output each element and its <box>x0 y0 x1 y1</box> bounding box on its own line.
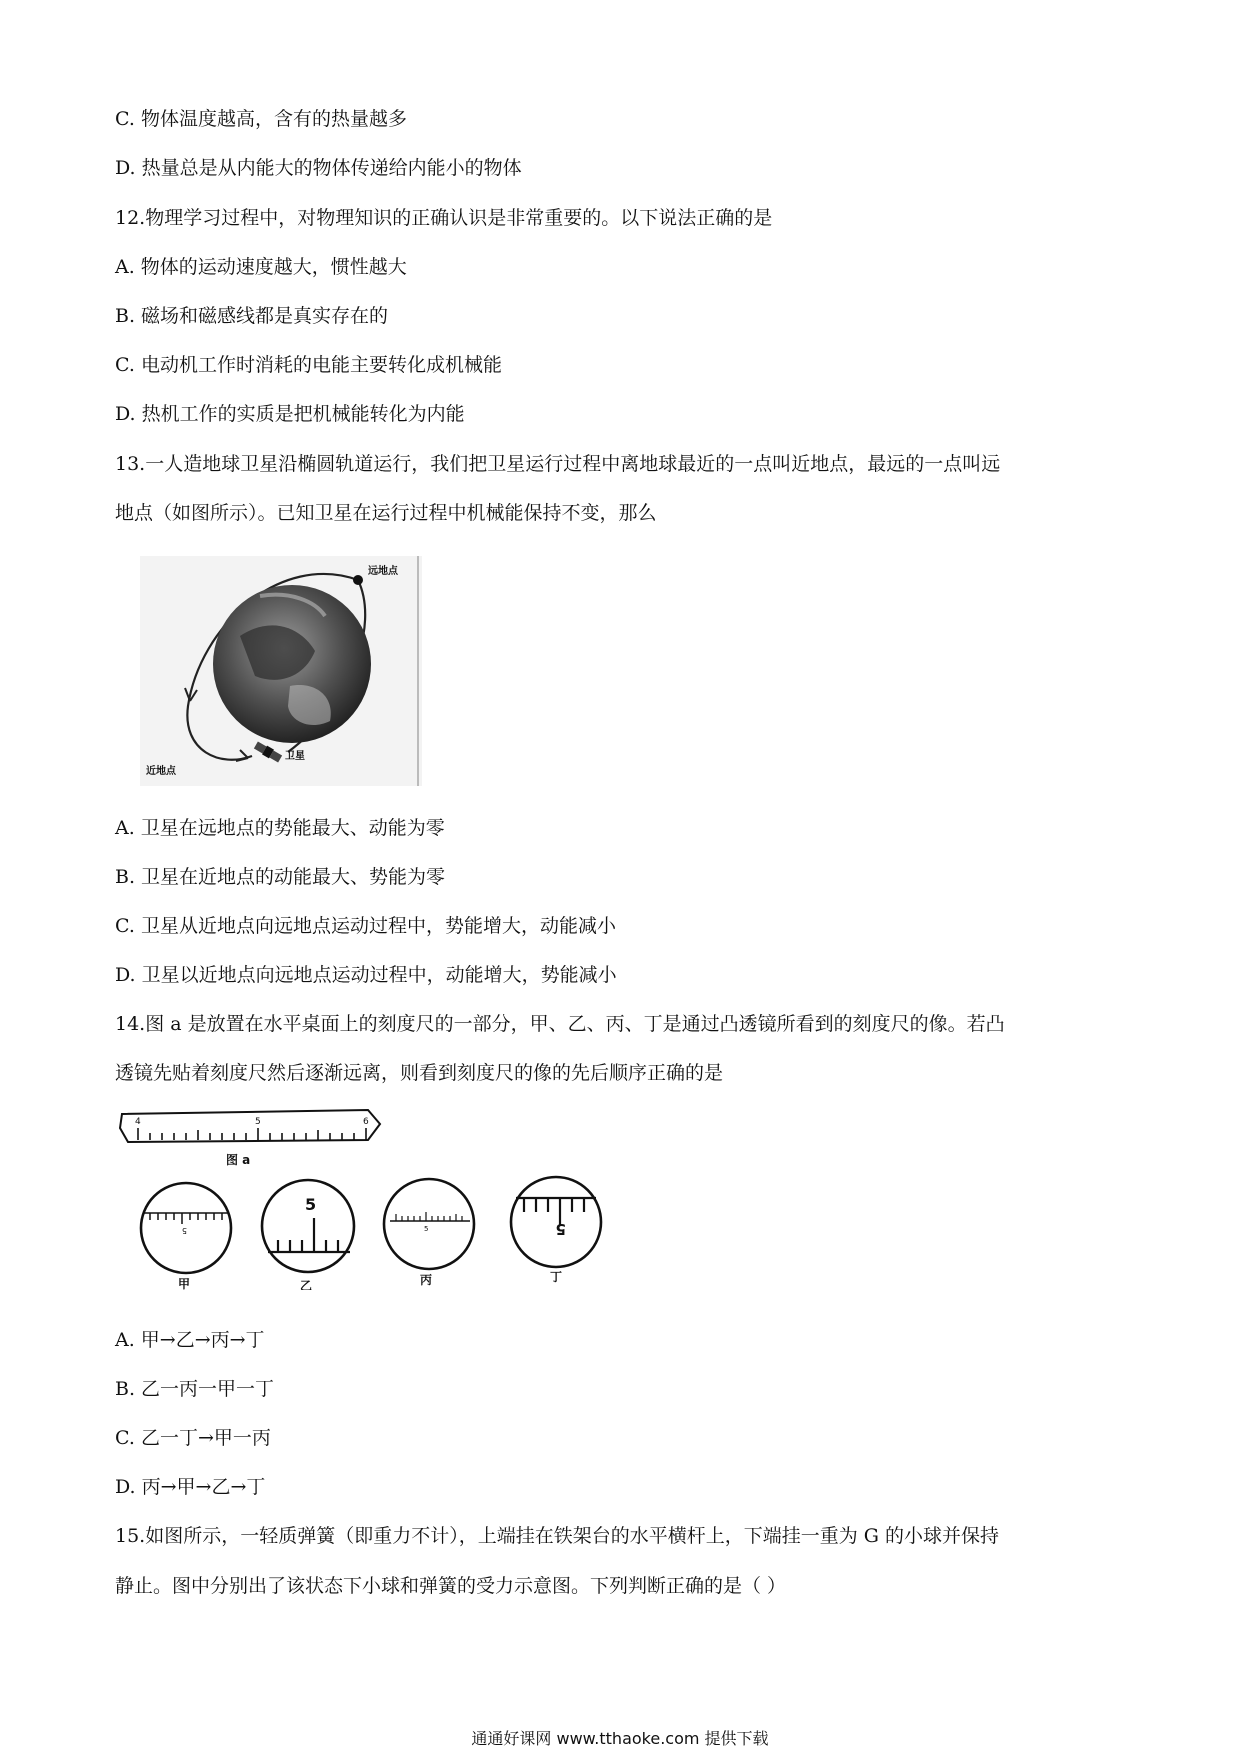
satellite-label: 卫星 <box>285 751 305 762</box>
q12-option-d: D. 热机工作的实质是把机械能转化为内能 <box>115 403 465 425</box>
q14-stem-line2: 透镜先贴着刻度尺然后逐渐远离，则看到刻度尺的像的先后顺序正确的是 <box>115 1062 724 1084</box>
lens-ding <box>511 1177 601 1284</box>
lens-jia <box>141 1183 231 1290</box>
q12-option-c: C. 电动机工作时消耗的电能主要转化成机械能 <box>115 354 502 376</box>
ruler-tick-5: 5 <box>255 1117 261 1127</box>
q14-stem-line1: 14.图 a 是放置在水平桌面上的刻度尺的一部分，甲、乙、丙、丁是通过凸透镜所看到的刻度尺的像。若凸 <box>115 1013 1005 1035</box>
lens-jia-label: 甲 <box>178 1277 191 1290</box>
lens-yi <box>262 1180 354 1290</box>
q15-stem-line2: 静止。图中分别出了该状态下小球和弹簧的受力示意图。下列判断正确的是（ ） <box>115 1575 787 1597</box>
lens-bing-digit: 5 <box>424 1225 429 1233</box>
q13-option-d: D. 卫星以近地点向远地点运动过程中，动能增大，势能减小 <box>115 964 617 986</box>
q12-option-a: A. 物体的运动速度越大，惯性越大 <box>115 256 407 278</box>
lens-bing-label: 丙 <box>420 1273 433 1287</box>
ruler-tick-4: 4 <box>135 1117 141 1127</box>
q14-option-d: D. 丙→甲→乙→丁 <box>115 1476 266 1498</box>
lens-ding-label: 丁 <box>550 1270 563 1284</box>
q13-stem-line2: 地点（如图所示）。已知卫星在运行过程中机械能保持不变，那么 <box>115 502 657 524</box>
q12-option-b: B. 磁场和磁感线都是真实存在的 <box>115 305 389 327</box>
ruler-tick-6: 6 <box>363 1117 369 1127</box>
lens-yi-label: 乙 <box>300 1279 313 1290</box>
near-point-label: 近地点 <box>146 766 176 777</box>
ruler-lens-figure <box>118 1100 618 1290</box>
figure-a-label: 图 a <box>226 1153 251 1167</box>
page-footer: 通通好课网 www.tthaoke.com 提供下载 <box>471 1729 769 1748</box>
q14-option-c: C. 乙一丁→甲一丙 <box>115 1427 271 1449</box>
ruler-figure-a <box>120 1110 380 1167</box>
lens-bing <box>384 1179 474 1287</box>
q15-stem-line1: 15.如图所示，一轻质弹簧（即重力不计），上端挂在铁架台的水平横杆上，下端挂一重为 G 的小球并保持 <box>115 1525 999 1547</box>
far-point-label: 远地点 <box>368 566 398 577</box>
q13-stem-line1: 13.一人造地球卫星沿椭圆轨道运行，我们把卫星运行过程中离地球最近的一点叫近地点，最远的一点叫远 <box>115 453 1001 475</box>
lens-jia-digit: 5 <box>181 1226 187 1235</box>
q13-option-c: C. 卫星从近地点向远地点运动过程中，势能增大，动能减小 <box>115 915 616 937</box>
q12-stem: 12.物理学习过程中，对物理知识的正确认识是非常重要的。以下说法正确的是 <box>115 207 773 229</box>
q14-option-a: A. 甲→乙→丙→丁 <box>115 1329 265 1351</box>
satellite-orbit-figure <box>140 556 422 786</box>
q11-option-c: C. 物体温度越高，含有的热量越多 <box>115 108 407 130</box>
lens-yi-digit: 5 <box>305 1195 317 1214</box>
q13-option-b: B. 卫星在近地点的动能最大、势能为零 <box>115 866 446 888</box>
lens-ding-digit: 5 <box>555 1220 566 1238</box>
q11-option-d: D. 热量总是从内能大的物体传递给内能小的物体 <box>115 157 522 179</box>
q14-option-b: B. 乙一丙一甲一丁 <box>115 1378 275 1400</box>
q13-option-a: A. 卫星在远地点的势能最大、动能为零 <box>115 817 445 839</box>
